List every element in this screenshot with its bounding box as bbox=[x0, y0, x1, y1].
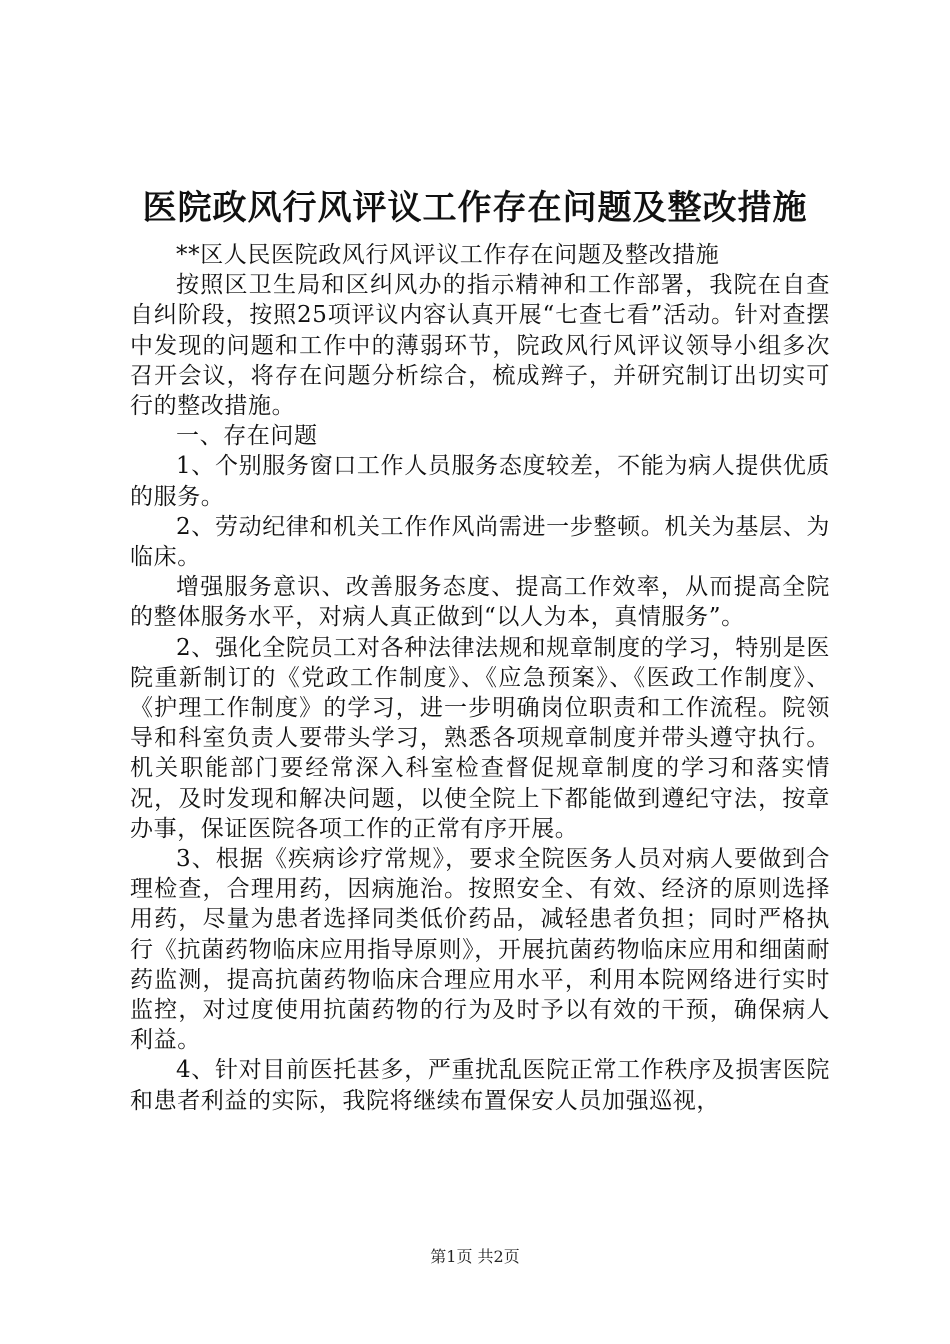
document-subtitle: **区人民医院政风行风评议工作存在问题及整改措施 bbox=[176, 242, 720, 268]
paragraph-item-1: 1、个别服务窗口工作人员服务态度较差，不能为病人提供优质的服务。 bbox=[130, 453, 830, 510]
section-heading: 一、存在问题 bbox=[176, 423, 318, 450]
paragraph-item-2: 2、劳动纪律和机关工作作风尚需进一步整顿。机关为基层、为临床。 bbox=[130, 513, 830, 571]
paragraph-service: 增强服务意识、改善服务态度、提高工作效率，从而提高全院的整体服务水平，对病人真正做到“以人为本，真情服务”。 bbox=[130, 574, 830, 631]
paragraph-intro: 按照区卫生局和区纠风办的指示精神和工作部署，我院在自查自纠阶段，按照25项评议内容认真开展“七查七看”活动。针对查摆中发现的问题和工作中的薄弱环节，院政风行风评议领导小组多次召开会议，将存在问题分析综合，梳成辫子，并研究制订出切实可行的整改措施。 bbox=[130, 272, 830, 420]
document-body bbox=[130, 240, 830, 1116]
page-footer: 第1页 共2页 bbox=[430, 1247, 520, 1266]
document-title: 医院政风行风评议工作存在问题及整改措施 bbox=[142, 188, 808, 228]
paragraph-measure-2: 2、强化全院员工对各种法律法规和规章制度的学习，特别是医院重新制订的《党政工作制度》、《应急预案》、《医政工作制度》、《护理工作制度》的学习，进一步明确岗位职责和工作流程。院领导和科室负责人要带头学习，熟悉各项规章制度并带头遵守执行。机关职能部门要经常深入科室检查督促规章制度的学习和落实情况，及时发现和解决问题，以使全院上下都能做到遵纪守法，按章办事，保证医院各项工作的正常有序开展。 bbox=[130, 634, 830, 842]
paragraph-measure-4: 4、针对目前医托甚多，严重扰乱医院正常工作秩序及损害医院和患者利益的实际，我院将继续布置保安人员加强巡视， bbox=[130, 1057, 830, 1114]
paragraph-measure-3: 3、根据《疾病诊疗常规》，要求全院医务人员对病人要做到合理检查，合理用药，因病施治。按照安全、有效、经济的原则选择用药，尽量为患者选择同类低价药品，减轻患者负担；同时严格执行《抗菌药物临床应用指导原则》，开展抗菌药物临床应用和细菌耐药监测，提高抗菌药物临床合理应用水平，利用本院网络进行实时监控，对过度使用抗菌药物的行为及时予以有效的干预，确保病人利益。 bbox=[130, 846, 830, 1054]
